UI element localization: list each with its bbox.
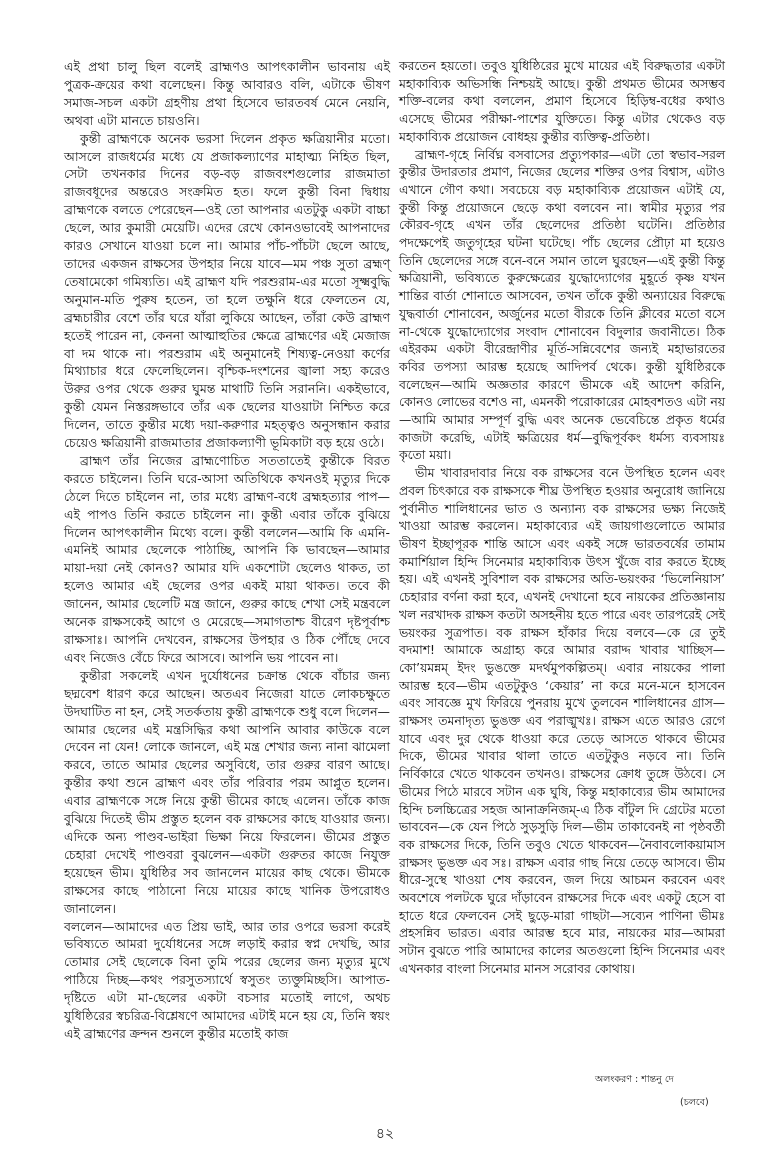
left-column bbox=[64, 58, 390, 1043]
left-paragraph-3: ব্রাহ্মণ তাঁর নিজের ব্রাহ্মণোচিত সততাতেই কুন্তীকে বিরত করতে চাইলেন। তিনি ঘরে-আসা অতিথিকে কখনওই মৃত্যুর দিকে ঠেলে দিতে চাইলেন না, তার মধ্যে ব্রাহ্মণ-বধে ব্রহ্মহত্যার পাপ—এই পাপও তিনি করতে চাইলেন না। কুন্তী এবার তাঁকে বুঝিয়ে দিলেন আপৎকালীন মিথ্যে বলে। কুন্তী বললেন—আমি কি এমনি-এমনিই আমার ছেলেকে পাঠাচ্ছি, আপনি কি ভাবছেন—আমার মায়া-দয়া নেই কোনও? আমার যদি একশোটা ছেলেও থাকত, তা হলেও আমার এই ছেলের ওপর একই মায়া থাকত। তবে কী জানেন, আমার ছেলেটি মন্ত্র জানে, গুরুর কাছে শেখা সেই মন্ত্রবলে অনেক রাক্ষসকেই আগে ও মেরেছে—সমাগতাশ্চ বীরেণ দৃষ্টপূর্বাশ্চ রাক্ষসাঃ। আপনি দেখবেন, রাক্ষসের উপহার ও ঠিক পৌঁছে দেবে এবং নিজেও বেঁচে ফিরে আসবে। আপনি ভয় পাবেন না। bbox=[64, 452, 390, 665]
page-number: ৪২ bbox=[375, 1126, 395, 1142]
illustration-credit: অলংকরণ : শান্তনু দে bbox=[595, 1074, 674, 1085]
right-paragraph-1: করতেন হয়তো। তবুও যুধিষ্ঠিরের মুখে মায়ের এই বিরুদ্ধতার একটা মহাকাব্যিক অভিসন্ধি নিশ্চয়ই আছে। কুন্তী প্রথমত ভীমের অসম্ভব শক্তি-বলের কথা বললেন, প্রমাণ হিসেবে হিড়িম্ব-বধের কথাও এসেছে ভীমের পরীক্ষা-পাশের যুক্তিতে। কিন্তু এটার থেকেও বড় মহাকাব্যিক প্রয়োজন বোধহয় কুন্তীর ব্যক্তিত্ব-প্রতিষ্ঠা। bbox=[399, 59, 725, 144]
right-column bbox=[399, 58, 725, 979]
right-paragraph-2: ব্রাহ্মণ-গৃহে নির্বিঘ্ন বসবাসের প্রত্যুপকার—এটা তো স্বভাব-সরল কুন্তীর উদারতার প্রমাণ, নিজের ছেলের শক্তির ওপর বিশ্বাস, এটাও এখানে গৌণ কথা। সবচেয়ে বড় মহাকাব্যিক প্রয়োজন এটাই যে, কুন্তী কিন্তু প্রয়োজনে ছেড়ে কথা বলবেন না। স্বামীর মৃত্যুর পর কৌরব-গৃহে এখন তাঁর ছেলেদের প্রতিষ্ঠা ঘটেনি। প্রতিষ্ঠার পদক্ষেপেই জতুগৃহের ঘটনা ঘটেছে। পাঁচ ছেলের প্রৌঢ়া মা হয়েও তিনি ছেলেদের সঙ্গে বনে-বনে সমান তালে ঘুরছেন—এই কুন্তী কিন্তু ক্ষত্রিয়ানী, ভবিষ্যতে কুরুক্ষেত্রের যুদ্ধোদ্যোগের মুহূর্তে কৃষ্ণ যখন শান্তির বার্তা শোনাতে আসবেন, তখন তাঁকে কুন্তী অন্যায়ের বিরুদ্ধে যুদ্ধবার্তা শোনাবেন, অর্জুনের মতো বীরকে তিনি ক্লীবের মতো বসে না-থেকে যুদ্ধোদ্যোগের সংবাদ শোনাবেন বিদুলার জবানীতে। ঠিক এইরকম একটা বীরেন্দ্রাণীর মূর্তি-সন্নিবেশের জন্যই মহাভারতের কবির তপস্যা আরম্ভ হয়েছে আদিপর্ব থেকে। কুন্তী যুধিষ্ঠিরকে বলেছেন—আমি অজ্ঞতার কারণে ভীমকে এই আদেশ করিনি, কোনও লোভের বশেও না, এমনকী পরোকারের মোহবশতও এটা নয়—আমি আমার সম্পূর্ণ বুদ্ধি এবং অনেক ভেবেচিন্তে প্রকৃত ধর্মের কাজটা করেছি, এটাই ক্ষত্রিয়ের ধর্ম—বুদ্ধিপূর্বকং ধর্মস্য ব্যবসায়ঃ কৃতো ময়া। bbox=[399, 147, 725, 463]
left-paragraph-2: কুন্তী ব্রাহ্মণকে অনেক ভরসা দিলেন প্রকৃত ক্ষত্রিয়ানীর মতো। আসলে রাজধর্মের মধ্যে যে প্রজাকল্যাণের মাহাত্ম্য নিহিত ছিল, সেটা তখনকার দিনের বড়-বড় রাজবংশগুলোর রাজমাতা রাজবধূদের অন্তরেও সংক্রমিত হত। ফলে কুন্তী বিনা দ্বিধায় ব্রাহ্মণকে বলতে পেরেছেন—ওই তো আপনার এতটুকু একটা বাচ্চা ছেলে, আর কুমারী মেয়েটি। এদের রেখে কোনওভাবেই আপনাদের কারও সেখানে যাওয়া চলে না। আমার পাঁচ-পাঁচটা ছেলে আছে, তাদের একজন রাক্ষসের উপহার নিয়ে যাবে—মম পঞ্চ সুতা ব্রহ্মণ্ তেষামেকো গমিষ্যতি। এই ব্রাহ্মণ যদি পরশুরাম-এর মতো সূক্ষ্মবুদ্ধি অনুমান-মতি পুরুষ হতেন, তা হলে তক্ষুনি ধরে ফেলতেন যে, ব্রহ্মচারীর বেশে তাঁর ঘরে যাঁরা লুকিয়ে আছেন, তাঁরা কেউ ব্রাহ্মণ হতেই পারেন না, কেননা আত্মাহুতির ক্ষেত্রে ব্রাহ্মণের এই মেজাজ বা দম থাকে না। পরশুরাম এই অনুমানেই শিষ্যত্ব-নেওয়া কর্ণের মিথ্যাচার ধরে ফেলেছিলেন। বৃশ্চিক-দংশনের জ্বালা সহ্য করেও উরুর ওপর থেকে গুরুর ঘুমন্ত মাথাটি তিনি সরাননি। একইভাবে, কুন্তী যেমন নিস্তরঙ্গভাবে তাঁর এক ছেলের যাওয়াটা নিশ্চিত করে দিলেন, তাতে কুন্তীর মধ্যে দয়া-করুণার মহত্ত্বও অনুসন্ধান করার চেয়েও ক্ষত্রিয়ানী রাজমাতার প্রজাকল্যাণী ভূমিকাটা বড় হয়ে ওঠে। bbox=[64, 130, 390, 451]
left-paragraph-4: কুন্তীরা সকলেই এখন দুর্যোধনের চক্রান্ত থেকে বাঁচার জন্য ছদ্মবেশ ধারণ করে আছেন। অতএব নিজেরা যাতে লোকচক্ষুতে উদঘাটিত না হন, সেই সতর্কতায় কুন্তী ব্রাহ্মণকে শুধু বলে দিলেন—আমার ছেলের এই মন্ত্রসিদ্ধির কথা আপনি আবার কাউকে বলে দেবেন না যেন! লোকে জানলে, এই মন্ত্র শেখার জন্য নানা ঝামেলা করবে, তাতে আমার ছেলের অসুবিধে, তার গুরুর বারণ আছে। কুন্তীর কথা শুনে ব্রাহ্মণ এবং তাঁর পরিবার পরম আপ্লুত হলেন। এবার ব্রাহ্মণকে সঙ্গে নিয়ে কুন্তী ভীমের কাছে এলেন। তাঁকে কাজ বুঝিয়ে দিতেই ভীম প্রস্তুত হলেন বক রাক্ষসের কাছে যাওয়ার জন্য। এদিকে অন্য পাণ্ডব-ভাইরা ভিক্ষা নিয়ে ফিরলেন। ভীমের প্রস্তুত চেহারা দেখেই পাণ্ডবরা বুঝলেন—একটা গুরুতর কাজে নিযুক্ত হয়েছেন ভীম। যুধিষ্ঠির সব জানলেন মায়ের কাছ থেকে। ভীমকে রাক্ষসের কাছে পাঠানো নিয়ে মায়ের কাছে খানিক উপরোধও জানালেন। bbox=[64, 667, 390, 916]
right-paragraph-3: ভীম খাবারদাবার নিয়ে বক রাক্ষসের বনে উপস্থিত হলেন এবং প্রবল চিৎকারে বক রাক্ষসকে শীঘ্র উপস্থিত হওয়ার অনুরোধ জানিয়ে পুর্বানীত শালিধানের ভাত ও অন্যান্য বক রাক্ষসের ভক্ষ্য নিজেই খাওয়া আরম্ভ করলেন। মহাকাব্যের এই জায়গাগুলোতে আমার ভীষণ ইচ্ছাপূরক শান্তি আসে এবং একই সঙ্গে ভারতবর্ষের তামাম কমার্শিয়াল হিন্দি সিনেমার মহাকাব্যিক উৎস খুঁজে বার করতে ইচ্ছে হয়। এই এখনই সুবিশাল বক রাক্ষসের অতি-ভয়ংকর ‘ভিলেনিয়াস’ চেহারার বর্ণনা করা হবে, এখনই দেখানো হবে নায়কের প্রতিজ্ঞানায় খল নরখাদক রাক্ষস কতটা অসহনীয় হতে পারে এবং তারপরেই সেই ভয়ংকর সুত্রপাত। বক রাক্ষস হাঁকার দিয়ে বলবে—কে রে তুই বদমাশ! আমাকে অগ্রাহ্য করে আমার বরাদ্দ খাবার খাচ্ছিস—কো’য়মন্নম্ ইদং ভুঙক্তে মদর্থমুপকল্পিতম্। এবার নায়কের পালা আরম্ভ হবে—ভীম এতটুকুও ‘কেয়ার’ না করে মনে-মনে হাসবেন এবং সাবজ্ঞে মুখ ফিরিয়ে পুনরায় মুখে তুলবেন শালিধানের গ্রাস—রাক্ষসং তমনাদৃত্য ভুঙক্ত এব পরাঙ্মুখঃ। রাক্ষস এতে আরও রেগে যাবে এবং দুর থেকে ধাওয়া করে তেড়ে আসতে থাকবে ভীমের দিকে, ভীমের খাবার থালা তাতে এতটুকুও নড়বে না। তিনি নির্বিকারে খেতে থাকবেন তখনও। রাক্ষসের ক্রোধ তুঙ্গে উঠবে। সে ভীমের পিঠে মারবে সটান এক ঘুষি, কিন্তু মহাকাব্যের ভীম আমাদের হিন্দি চলচ্চিত্রের সহজ আনাক্রনিজম্-এ ঠিক বাঁটুল দি গ্রেটের মতো ভাববেন—কে যেন পিঠে সুড়সুড়ি দিল—ভীম তাকাবেনই না পৃষ্ঠবর্তী বক রাক্ষসের দিকে, তিনি তবুও খেতে থাকবেন—নৈবাবলোকয়ামাস রাক্ষসং ভুঙক্ত এব সঃ। রাক্ষস এবার গাছ নিয়ে তেড়ে আসবে। ভীম ধীরে-সুস্থে খাওয়া শেষ করবেন, জল দিয়ে আচমন করবেন এবং অবশেষে পলটকে ঘুরে দাঁড়াবেন রাক্ষসের দিকে এবং একটু হেসে বা হাতে ধরে ফেলবেন সেই ছুড়ে-মারা গাছটা—সব্যেন পাণিনা ভীমঃ প্রহসন্নিব ভারত। এবার আরম্ভ হবে মার, নায়কের মার—আমরা সটান বুঝতে পারি আমাদের কালের অতগুলো হিন্দি সিনেমার এবং এখনকার বাংলা সিনেমার মানস সরোবর কোথায়। bbox=[399, 466, 725, 976]
continued-note: (চলবে) bbox=[680, 1097, 709, 1108]
left-paragraph-1: এই প্রথা চালু ছিল বলেই ব্রাহ্মণও আপৎকালীন ভাবনায় এই পুত্রক-ক্রয়ের কথা বলেছেন। কিন্তু আবারও বলি, এটাকে ভীষণ সমাজ-সচল একটা গ্রহণীয় প্রথা হিসেবে ভারতবর্ষ মেনে নেয়নি, অথবা এটা মানতে চায়ওনি। bbox=[64, 59, 390, 128]
left-paragraph-5: বললেন—আমাদের এত প্রিয় ভাই, আর তার ওপরে ভরসা করেই ভবিষ্যতে আমরা দুর্যোধনের সঙ্গে লড়াই করার স্বপ্ন দেখছি, আর তোমার সেই ছেলেকে বিনা তুমি পরের ছেলের জন্য মৃত্যুর মুখে পাঠিয়ে দিচ্ছ—কথং পরসুতস্যার্থে স্বসুতং ত্যক্তুমিচ্ছসি। আপাত-দৃষ্টিতে এটা মা-ছেলের একটা বচসার মতোই লাগে, অথচ যুধিষ্ঠিরের স্বচরিত্র-বিশ্লেষণে আমাদের এটাই মনে হয় যে, তিনি স্বয়ং এই ব্রাহ্মণের ক্রন্দন শুনলে কুন্তীর মতোই কাজ bbox=[64, 918, 390, 1041]
